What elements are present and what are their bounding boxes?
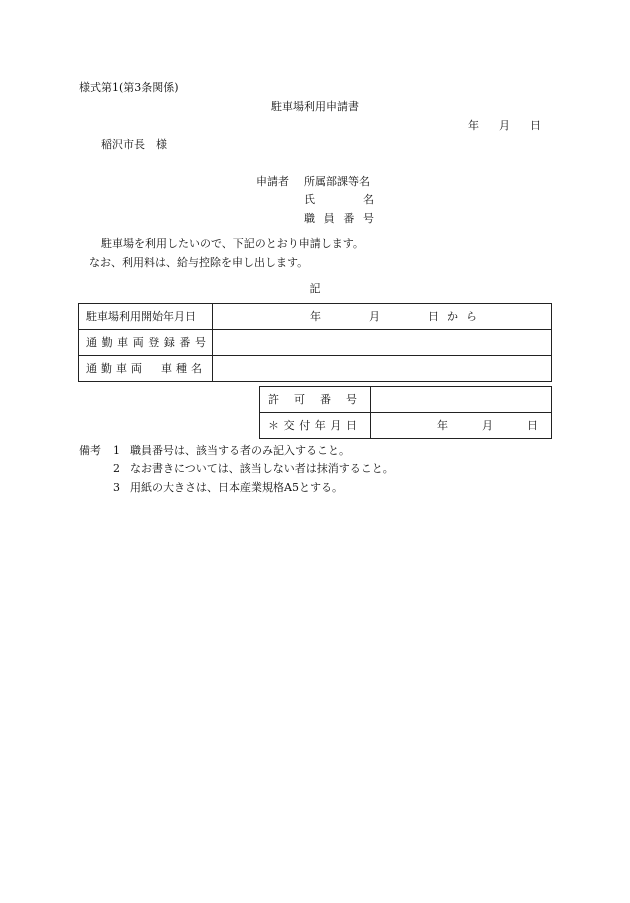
issue-date-field[interactable]	[371, 413, 552, 439]
table-row	[79, 330, 552, 356]
permit-number-field[interactable]	[371, 387, 552, 413]
ki-heading: 記	[309, 282, 321, 295]
vehicle-registration-field[interactable]	[213, 330, 552, 356]
table-row	[260, 387, 552, 413]
issue-date-year: 年	[437, 419, 448, 432]
name-label	[304, 194, 374, 205]
start-date-label: 駐車場利用開始年月日	[79, 304, 213, 330]
department-label: 所属部課等名	[304, 175, 370, 188]
permit-number-label: 許 可 番 号	[260, 387, 371, 413]
vehicle-registration-label: 通 勤 車 両 登 録 番 号	[79, 330, 213, 356]
vehicle-model-field[interactable]	[213, 356, 552, 382]
note-text: 職員番号は、該当する者のみ記入すること。	[130, 444, 350, 457]
issue-date-label: ＊ 交 付 年 月 日	[260, 413, 371, 439]
staff-number-char: 員	[323, 212, 335, 225]
start-date-field[interactable]	[213, 304, 552, 330]
date-month: 月	[499, 119, 510, 132]
start-date-month: 月	[369, 310, 380, 323]
form-number: 様式第1(第3条関係)	[79, 81, 179, 94]
date-year: 年	[468, 119, 479, 132]
note-text: 用紙の大きさは、日本産業規格A5とする。	[130, 481, 343, 494]
name-char: 氏	[304, 193, 315, 206]
issue-date-day: 日	[527, 419, 538, 432]
note-number: 2	[113, 462, 120, 475]
addressee: 稲沢市長 様	[101, 138, 167, 151]
body-text-line1: 駐車場を利用したいので、下記のとおり申請します。	[101, 237, 364, 250]
name-char: 名	[363, 193, 374, 206]
table-row	[79, 356, 552, 382]
note-number: 1	[113, 444, 120, 457]
staff-number-char: 職	[304, 212, 315, 225]
staff-number-char: 号	[362, 212, 374, 225]
note-text: なお書きについては、該当しない者は抹消すること。	[130, 462, 394, 475]
applicant-label: 申請者	[256, 175, 289, 188]
staff-number-char: 番	[343, 212, 355, 225]
start-date-day: 日から	[428, 310, 485, 323]
issue-date-month: 月	[482, 419, 493, 432]
body-text-line2: なお、利用料は、給与控除を申し出します。	[89, 256, 309, 269]
table-row	[79, 304, 552, 330]
document-title: 駐車場利用申請書	[271, 100, 359, 113]
staff-number-label	[304, 213, 374, 224]
application-table	[78, 303, 552, 382]
permit-table	[259, 386, 552, 439]
start-date-year: 年	[310, 310, 321, 323]
table-row	[260, 413, 552, 439]
notes-label: 備考	[79, 444, 101, 457]
note-number: 3	[113, 481, 120, 494]
date-line	[468, 120, 541, 131]
date-day: 日	[530, 119, 541, 132]
vehicle-model-label: 通 勤 車 両 車 種 名	[79, 356, 213, 382]
